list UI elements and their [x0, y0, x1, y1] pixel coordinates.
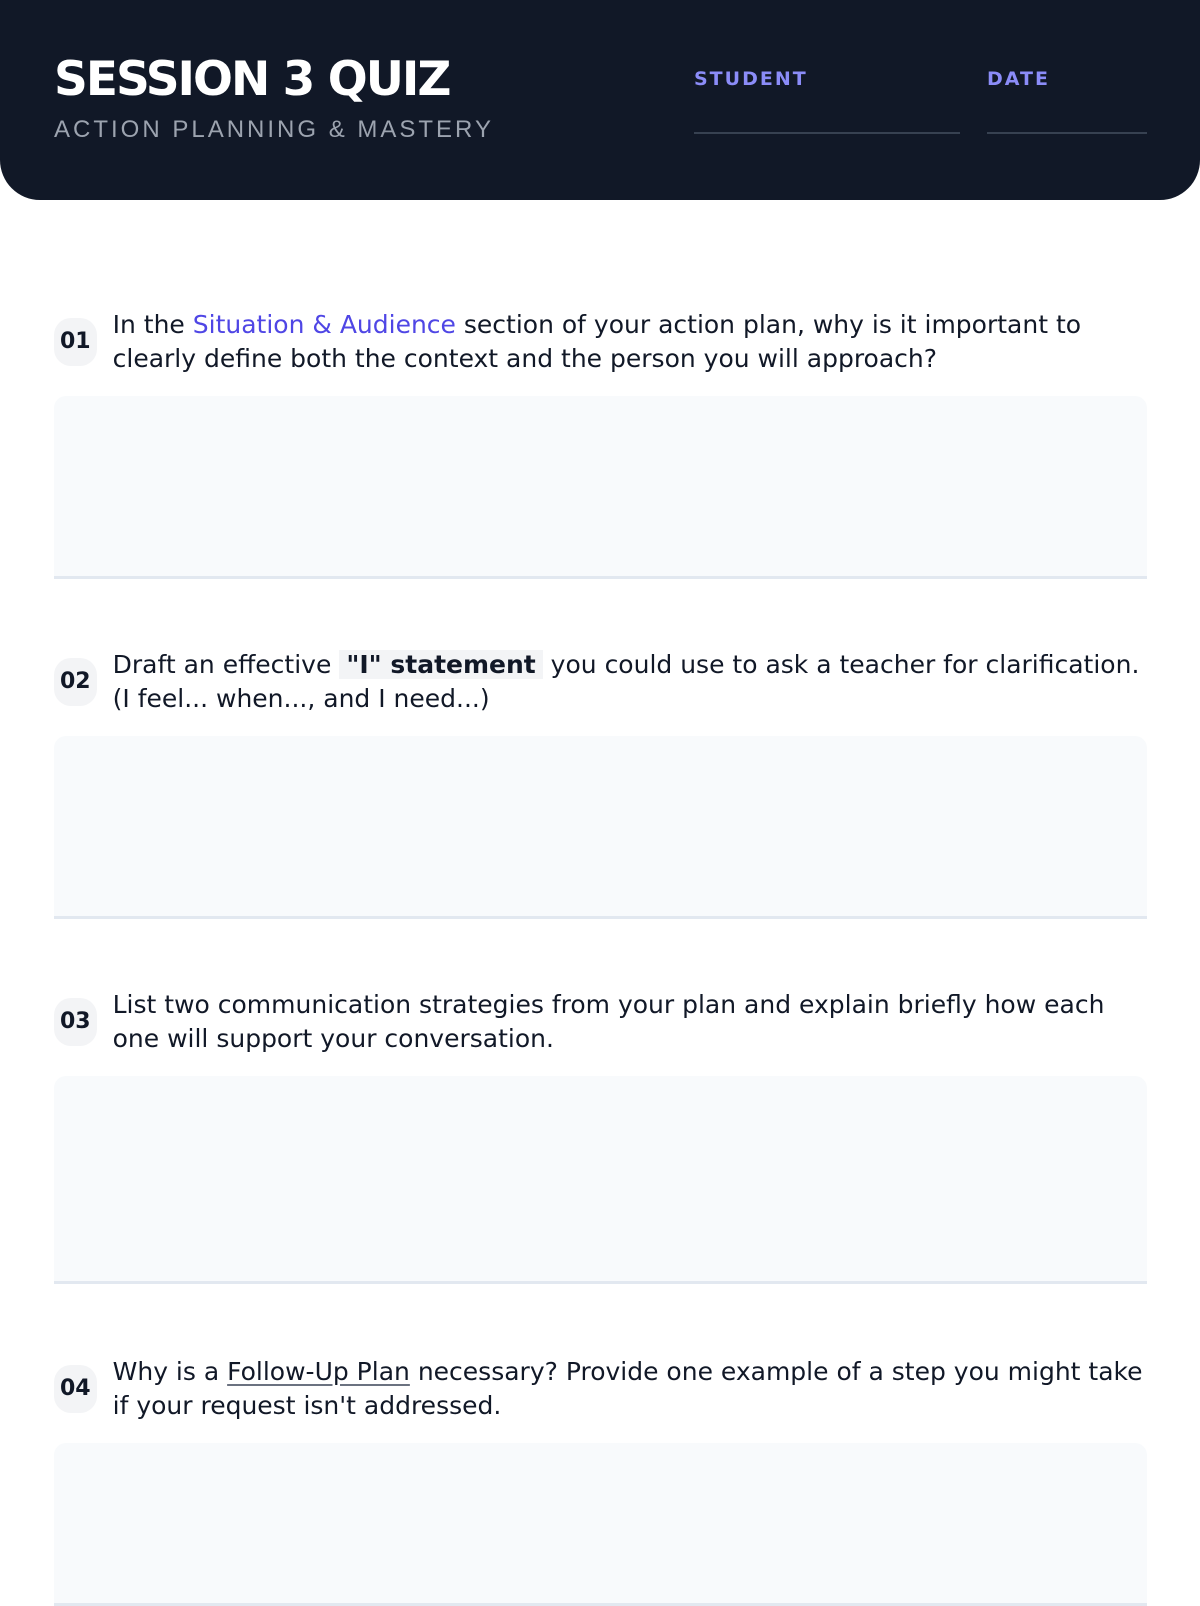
question-number: 02: [54, 658, 97, 706]
question-text: Draft an effective "I" statement you could use to ask a teacher for clarification. (I feel... when..., and I need...): [112, 650, 1140, 713]
answer-box[interactable]: [54, 396, 1147, 579]
highlight-term: Follow-Up Plan: [227, 1357, 410, 1386]
question-number: 04: [54, 1365, 97, 1413]
quiz-header: [0, 0, 1200, 200]
student-label: STUDENT: [694, 68, 808, 90]
highlight-term: "I" statement: [339, 650, 542, 679]
student-name-field[interactable]: [694, 132, 960, 134]
answer-box[interactable]: [54, 1443, 1147, 1606]
question-text: List two communication strategies from your plan and explain briefly how each one will support your conversation.: [112, 990, 1105, 1053]
question-4: [54, 1355, 1147, 1606]
highlight-term: Situation & Audience: [192, 310, 456, 339]
page-title: SESSION 3 QUIZ: [54, 52, 450, 107]
question-1: [54, 308, 1147, 579]
question-number: 01: [54, 318, 97, 366]
question-text: Why is a Follow-Up Plan necessary? Provide one example of a step you might take if your request isn't addressed.: [112, 1357, 1143, 1420]
answer-box[interactable]: [54, 1076, 1147, 1284]
page-subtitle: ACTION PLANNING & MASTERY: [54, 116, 494, 143]
question-3: [54, 988, 1147, 1284]
question-number: 03: [54, 998, 97, 1046]
question-2: [54, 648, 1147, 919]
date-field[interactable]: [987, 132, 1147, 134]
question-text: In the Situation & Audience section of your action plan, why is it important to clearly define both the context and the person you will approach?: [112, 310, 1082, 373]
answer-box[interactable]: [54, 736, 1147, 919]
date-label: DATE: [987, 68, 1050, 90]
